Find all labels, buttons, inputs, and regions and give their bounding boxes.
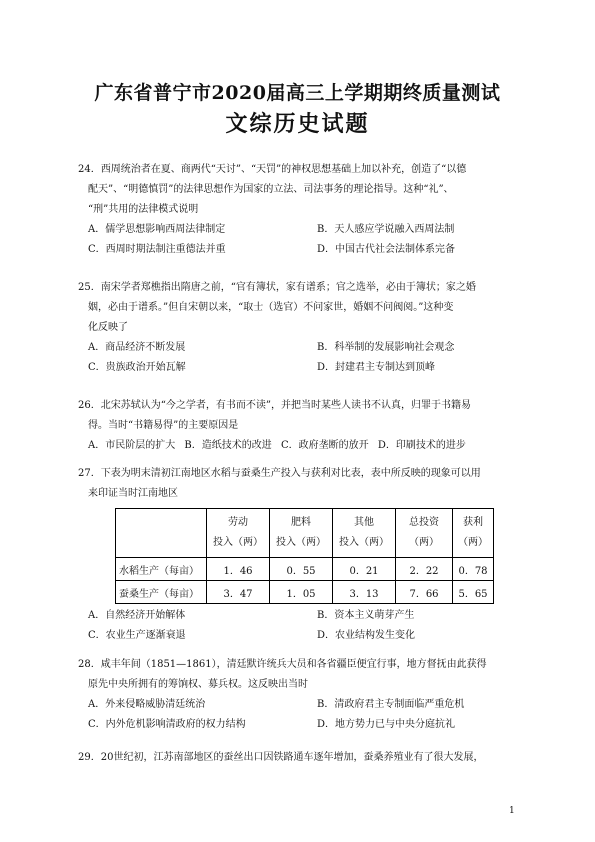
question-27 (78, 464, 528, 504)
question-28-option-c[interactable]: C．内外危机影响清政府的权力结构 (88, 719, 246, 730)
table-header-other: 其他 投入（两） (333, 509, 396, 558)
question-27-options (78, 606, 528, 646)
table-header-fertilizer: 肥料 投入（两） (270, 509, 333, 558)
question-27-option-d[interactable]: D．农业结构发生变化 (317, 630, 416, 641)
question-26-line-2: 得。当时“书籍易得”的主要原因是 (88, 420, 239, 431)
table-cell: 0．21 (333, 558, 396, 581)
question-24-option-c[interactable]: C．西周时期法制注重德法并重 (88, 244, 226, 255)
question-28 (78, 655, 528, 735)
question-27-line-2: 来印证当时江南地区 (88, 488, 178, 499)
table-header-row (116, 509, 494, 558)
question-24 (78, 160, 528, 260)
question-24-option-d[interactable]: D．中国古代社会法制体系完备 (317, 244, 456, 255)
question-28-line-1: 28．咸丰年间（1851—1861），清廷默许统兵大员和各省疆臣便宜行事，地方督抚由此获得 (78, 659, 487, 670)
table-header-labor: 劳动 投入（两） (207, 509, 270, 558)
exam-subtitle: 文综历史试题 (225, 111, 370, 137)
question-27-option-b[interactable]: B．资本主义萌芽产生 (317, 610, 415, 621)
investment-profit-table (115, 508, 494, 604)
question-27-line-1: 27．下表为明末清初江南地区水稻与蚕桑生产投入与获利对比表，表中所反映的现象可以用 (78, 468, 481, 479)
question-26 (78, 396, 528, 456)
question-26-option-a[interactable]: A．市民阶层的扩大 (88, 440, 176, 451)
question-25-line-1: 25．南宋学者郑樵指出隋唐之前，“官有簿状，家有谱系；官之选举，必由于簿状；家之婚 (78, 282, 476, 293)
table-cell: 5．65 (453, 581, 494, 604)
table-cell: 2．22 (396, 558, 453, 581)
question-25-line-2: 姻，必由于谱系。”但自宋朝以来，“取士（选官）不问家世，婚姻不问阀阅。”这种变 (88, 302, 454, 313)
table-cell: 1．46 (207, 558, 270, 581)
question-26-option-d[interactable]: D．印刷技术的进步 (377, 440, 466, 451)
question-24-option-a[interactable]: A．儒学思想影响西周法律制定 (88, 224, 226, 235)
question-25-option-a[interactable]: A．商品经济不断发展 (88, 342, 186, 353)
question-26-option-b[interactable]: B．造纸技术的改进 (184, 440, 272, 451)
table-header-profit: 获利 （两） (453, 509, 494, 558)
question-24-line-2: 配天”、“明德慎罚”的法律思想作为国家的立法、司法事务的理论指导。这种“礼”、 (88, 184, 454, 195)
question-25-option-b[interactable]: B．科举制的发展影响社会观念 (317, 342, 455, 353)
question-28-option-a[interactable]: A．外来侵略威胁清廷统治 (88, 699, 206, 710)
question-25 (78, 278, 528, 378)
question-25-option-c[interactable]: C．贵族政治开始瓦解 (88, 362, 186, 373)
table-cell: 7．66 (396, 581, 453, 604)
question-29-line-1: 29．20世纪初，江苏南部地区的蚕丝出口因铁路通车逐年增加，蚕桑养殖业有了很大发展， (78, 752, 484, 763)
question-24-option-b[interactable]: B．天人感应学说融入西周法制 (317, 224, 455, 235)
table-cell: 0．55 (270, 558, 333, 581)
exam-title: 广东省普宁市2020届高三上学期期终质量测试 (94, 82, 501, 104)
question-27-option-a[interactable]: A．自然经济开始解体 (88, 610, 186, 621)
question-24-line-3: “刑”共用的法律模式说明 (88, 204, 199, 215)
table-cell: 1．05 (270, 581, 333, 604)
question-29 (78, 748, 528, 768)
question-28-option-d[interactable]: D．地方势力已与中央分庭抗礼 (317, 719, 456, 730)
table-header-blank (116, 509, 207, 558)
question-26-line-1: 26．北宋苏轼认为“今之学者，有书而不读”，并把当时某些人读书不认真，归罪于书籍易 (78, 400, 471, 411)
question-24-line-1: 24．西周统治者在夏、商两代“天讨”、“天罚”的神权思想基础上加以补充，创造了“以德 (78, 164, 467, 175)
table-row (116, 558, 494, 581)
question-26-option-c[interactable]: C．政府垄断的放开 (280, 440, 369, 451)
table-cell: 0．78 (453, 558, 494, 581)
question-27-option-c[interactable]: C．农业生产逐渐衰退 (88, 630, 186, 641)
table-header-total-investment: 总投资 （两） (396, 509, 453, 558)
table-cell: 蚕桑生产（每亩） (116, 581, 207, 604)
table-row (116, 581, 494, 604)
page-number: 1 (509, 806, 515, 816)
table-cell: 水稻生产（每亩） (116, 558, 207, 581)
question-28-option-b[interactable]: B．清政府君主专制面临严重危机 (317, 699, 465, 710)
table-cell: 3．47 (207, 581, 270, 604)
table-cell: 3．13 (333, 581, 396, 604)
question-25-line-3: 化反映了 (88, 322, 128, 333)
question-28-line-2: 原先中央所拥有的筹饷权、募兵权。这反映出当时 (88, 679, 308, 690)
question-25-option-d[interactable]: D．封建君主专制达到顶峰 (317, 362, 436, 373)
